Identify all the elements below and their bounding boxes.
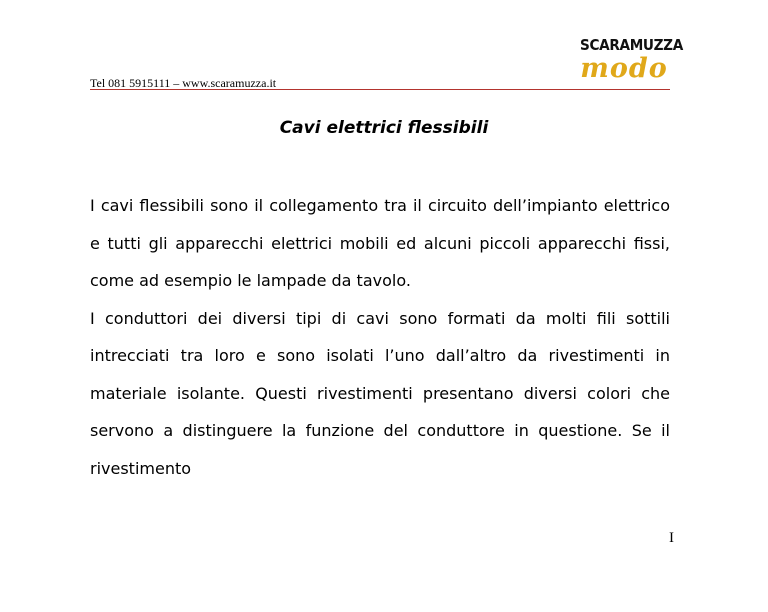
body-text [90,187,670,487]
logo-wordmark-top: SCARAMUZZA [580,36,683,54]
header-divider [90,89,670,90]
header-contact: Tel 081 5915111 – www.scaramuzza.it [90,76,277,90]
page-title: Cavi elettrici flessibili [279,118,489,138]
scaramuzza-logo [574,36,683,90]
logo-wordmark-bottom: modo [580,53,668,84]
paragraph-1: I cavi flessibili sono il collegamento tra il circuito dell’impianto elettrico e tutti gli apparecchi elettrici mobili ed alcuni piccoli apparecchi fissi, come ad esempio le lampade da tavolo. [90,196,670,290]
paragraph-2: I conduttori dei diversi tipi di cavi sono formati da molti fili sottili intrecciati tra loro e sono isolati l’uno dall’altro da rivestimenti in materiale isolante. Questi rivestimenti presentano diversi colori che servono a distinguere la funzione del conduttore in questione. Se il rivestimento [90,308,670,478]
page-number: I [669,530,674,546]
